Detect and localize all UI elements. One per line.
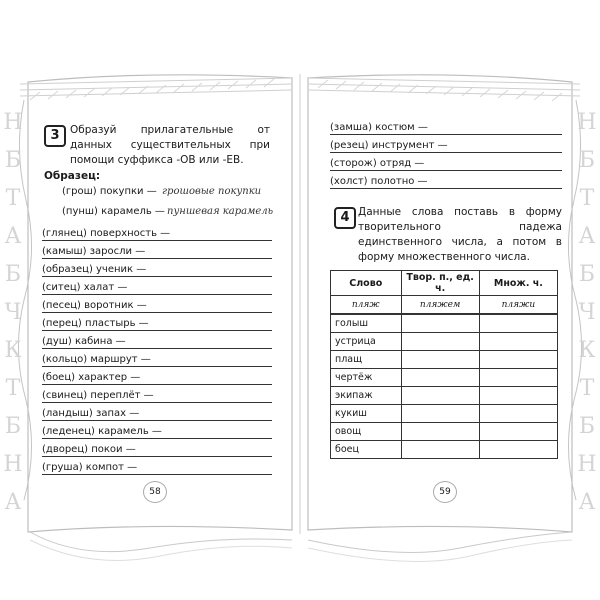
sample-cell: пляж (331, 296, 402, 315)
exercise-row[interactable] (42, 390, 272, 404)
decor-letter: А (578, 224, 596, 249)
table-row (331, 369, 558, 387)
decor-letter: Ч (578, 300, 596, 325)
decor-letter: Б (4, 148, 22, 173)
exercise-row[interactable] (42, 426, 272, 440)
exercise-prompt: (глянец) поверхность — (42, 228, 171, 239)
exercise-prompt: (замша) костюм — (330, 122, 428, 133)
decor-letter: Б (578, 148, 596, 173)
exercise-prompt: (груша) компот — (42, 462, 138, 473)
answer-cell[interactable] (401, 369, 479, 387)
decor-letter: Т (5, 186, 21, 211)
decor-letter: Б (578, 414, 596, 439)
answer-cell[interactable] (401, 441, 479, 459)
decor-letter: Б (4, 262, 22, 287)
exercise-prompt: (камыш) заросли — (42, 246, 146, 257)
task-number-badge: 3 (44, 125, 66, 147)
left-letter-column (2, 110, 24, 530)
example-label: Образец: (44, 170, 101, 182)
example-prompt: (грош) покупки — (62, 186, 157, 197)
decor-letter: К (578, 338, 596, 363)
word-cell: овощ (331, 423, 402, 441)
column-header: Множ. ч. (479, 271, 557, 296)
example-answer: пуншевая карамель (167, 206, 274, 217)
word-cell: плащ (331, 351, 402, 369)
exercise-row[interactable] (42, 300, 272, 314)
exercise-row[interactable] (42, 336, 272, 350)
right-letter-column (576, 110, 598, 530)
exercise-prompt: (свинец) переплёт — (42, 390, 154, 401)
table-row (331, 441, 558, 459)
exercise-prompt: (ландыш) запах — (42, 408, 140, 419)
sample-cell: пляжем (401, 296, 479, 315)
exercise-row[interactable] (42, 246, 272, 260)
word-cell: экипаж (331, 387, 402, 405)
exercise-prompt: (холст) полотно — (330, 176, 428, 187)
word-cell: кукиш (331, 405, 402, 423)
decor-letter: А (4, 224, 22, 249)
answer-cell[interactable] (479, 423, 557, 441)
word-cell: голыш (331, 314, 402, 333)
task-number-badge: 4 (334, 207, 356, 229)
exercise-row[interactable] (330, 140, 562, 154)
answer-cell[interactable] (479, 405, 557, 423)
decor-letter: А (578, 490, 596, 515)
decor-letter: Ч (4, 300, 22, 325)
column-header: Слово (331, 271, 402, 296)
exercise-row[interactable] (42, 282, 272, 296)
answer-cell[interactable] (479, 314, 557, 333)
table-row (331, 351, 558, 369)
exercise-row[interactable] (42, 462, 272, 476)
exercise-prompt: (леденец) карамель — (42, 426, 162, 437)
exercise-prompt: (сторож) отряд — (330, 158, 425, 169)
decor-letter: Т (579, 376, 595, 401)
exercise-row[interactable] (42, 318, 272, 332)
table-row (331, 387, 558, 405)
exercise-row[interactable] (42, 372, 272, 386)
decor-letter: Т (5, 376, 21, 401)
exercise-prompt: (ситец) халат — (42, 282, 128, 293)
decor-letter: Б (578, 262, 596, 287)
answer-cell[interactable] (401, 333, 479, 351)
decor-letter: Б (4, 414, 22, 439)
sample-cell: пляжи (479, 296, 557, 315)
exercise-prompt: (перец) пластырь — (42, 318, 149, 329)
exercise-row[interactable] (42, 408, 272, 422)
exercise-prompt: (образец) ученик — (42, 264, 147, 275)
exercise-prompt: (резец) инструмент — (330, 140, 448, 151)
table-row (331, 423, 558, 441)
example-prompt: (пунш) карамель — (62, 206, 165, 217)
answer-cell[interactable] (401, 387, 479, 405)
exercise-row[interactable] (42, 264, 272, 278)
task-instruction: Данные слова поставь в форму творительного падежа единственного числа, а потом в форму множественного числа. (358, 206, 562, 263)
answer-cell[interactable] (401, 314, 479, 333)
page-number: 58 (143, 481, 167, 503)
example-answer: грошовые покупки (162, 186, 262, 197)
exercise-row[interactable] (330, 158, 562, 172)
decor-letter: Н (3, 110, 23, 135)
table-row (331, 405, 558, 423)
exercise-prompt: (песец) воротник — (42, 300, 147, 311)
decor-letter: А (4, 490, 22, 515)
task-instruction: Образуй прилагательные от данных существительных при помощи суффикса -ОВ или -ЕВ. (70, 124, 270, 166)
word-cell: боец (331, 441, 402, 459)
exercise-prompt: (кольцо) маршрут — (42, 354, 151, 365)
exercise-prompt: (боец) характер — (42, 372, 141, 383)
answer-cell[interactable] (479, 351, 557, 369)
answer-cell[interactable] (479, 387, 557, 405)
page-number: 59 (433, 481, 457, 503)
answer-cell[interactable] (479, 369, 557, 387)
example-row (62, 206, 272, 220)
table-row (331, 333, 558, 351)
exercise-row[interactable] (42, 444, 272, 458)
exercise-row[interactable] (42, 228, 272, 242)
decor-letter: Н (577, 110, 597, 135)
decor-letter: Т (579, 186, 595, 211)
table-row (331, 314, 558, 333)
answer-cell[interactable] (401, 351, 479, 369)
decor-letter: Н (577, 452, 597, 477)
decor-letter: К (4, 338, 22, 363)
example-row (62, 186, 272, 200)
table-row-sample (331, 296, 558, 315)
answer-cell[interactable] (479, 333, 557, 351)
exercise-prompt: (душ) кабина — (42, 336, 126, 347)
answer-cell[interactable] (479, 441, 557, 459)
answer-cell[interactable] (401, 423, 479, 441)
decor-letter: Н (3, 452, 23, 477)
answer-cell[interactable] (401, 405, 479, 423)
exercise-row[interactable] (330, 122, 562, 136)
exercise-row[interactable] (330, 176, 562, 190)
answer-table (330, 270, 558, 459)
exercise-prompt: (дворец) покои — (42, 444, 136, 455)
word-cell: чертёж (331, 369, 402, 387)
exercise-row[interactable] (42, 354, 272, 368)
word-cell: устрица (331, 333, 402, 351)
column-header: Твор. п., ед. ч. (401, 271, 479, 296)
